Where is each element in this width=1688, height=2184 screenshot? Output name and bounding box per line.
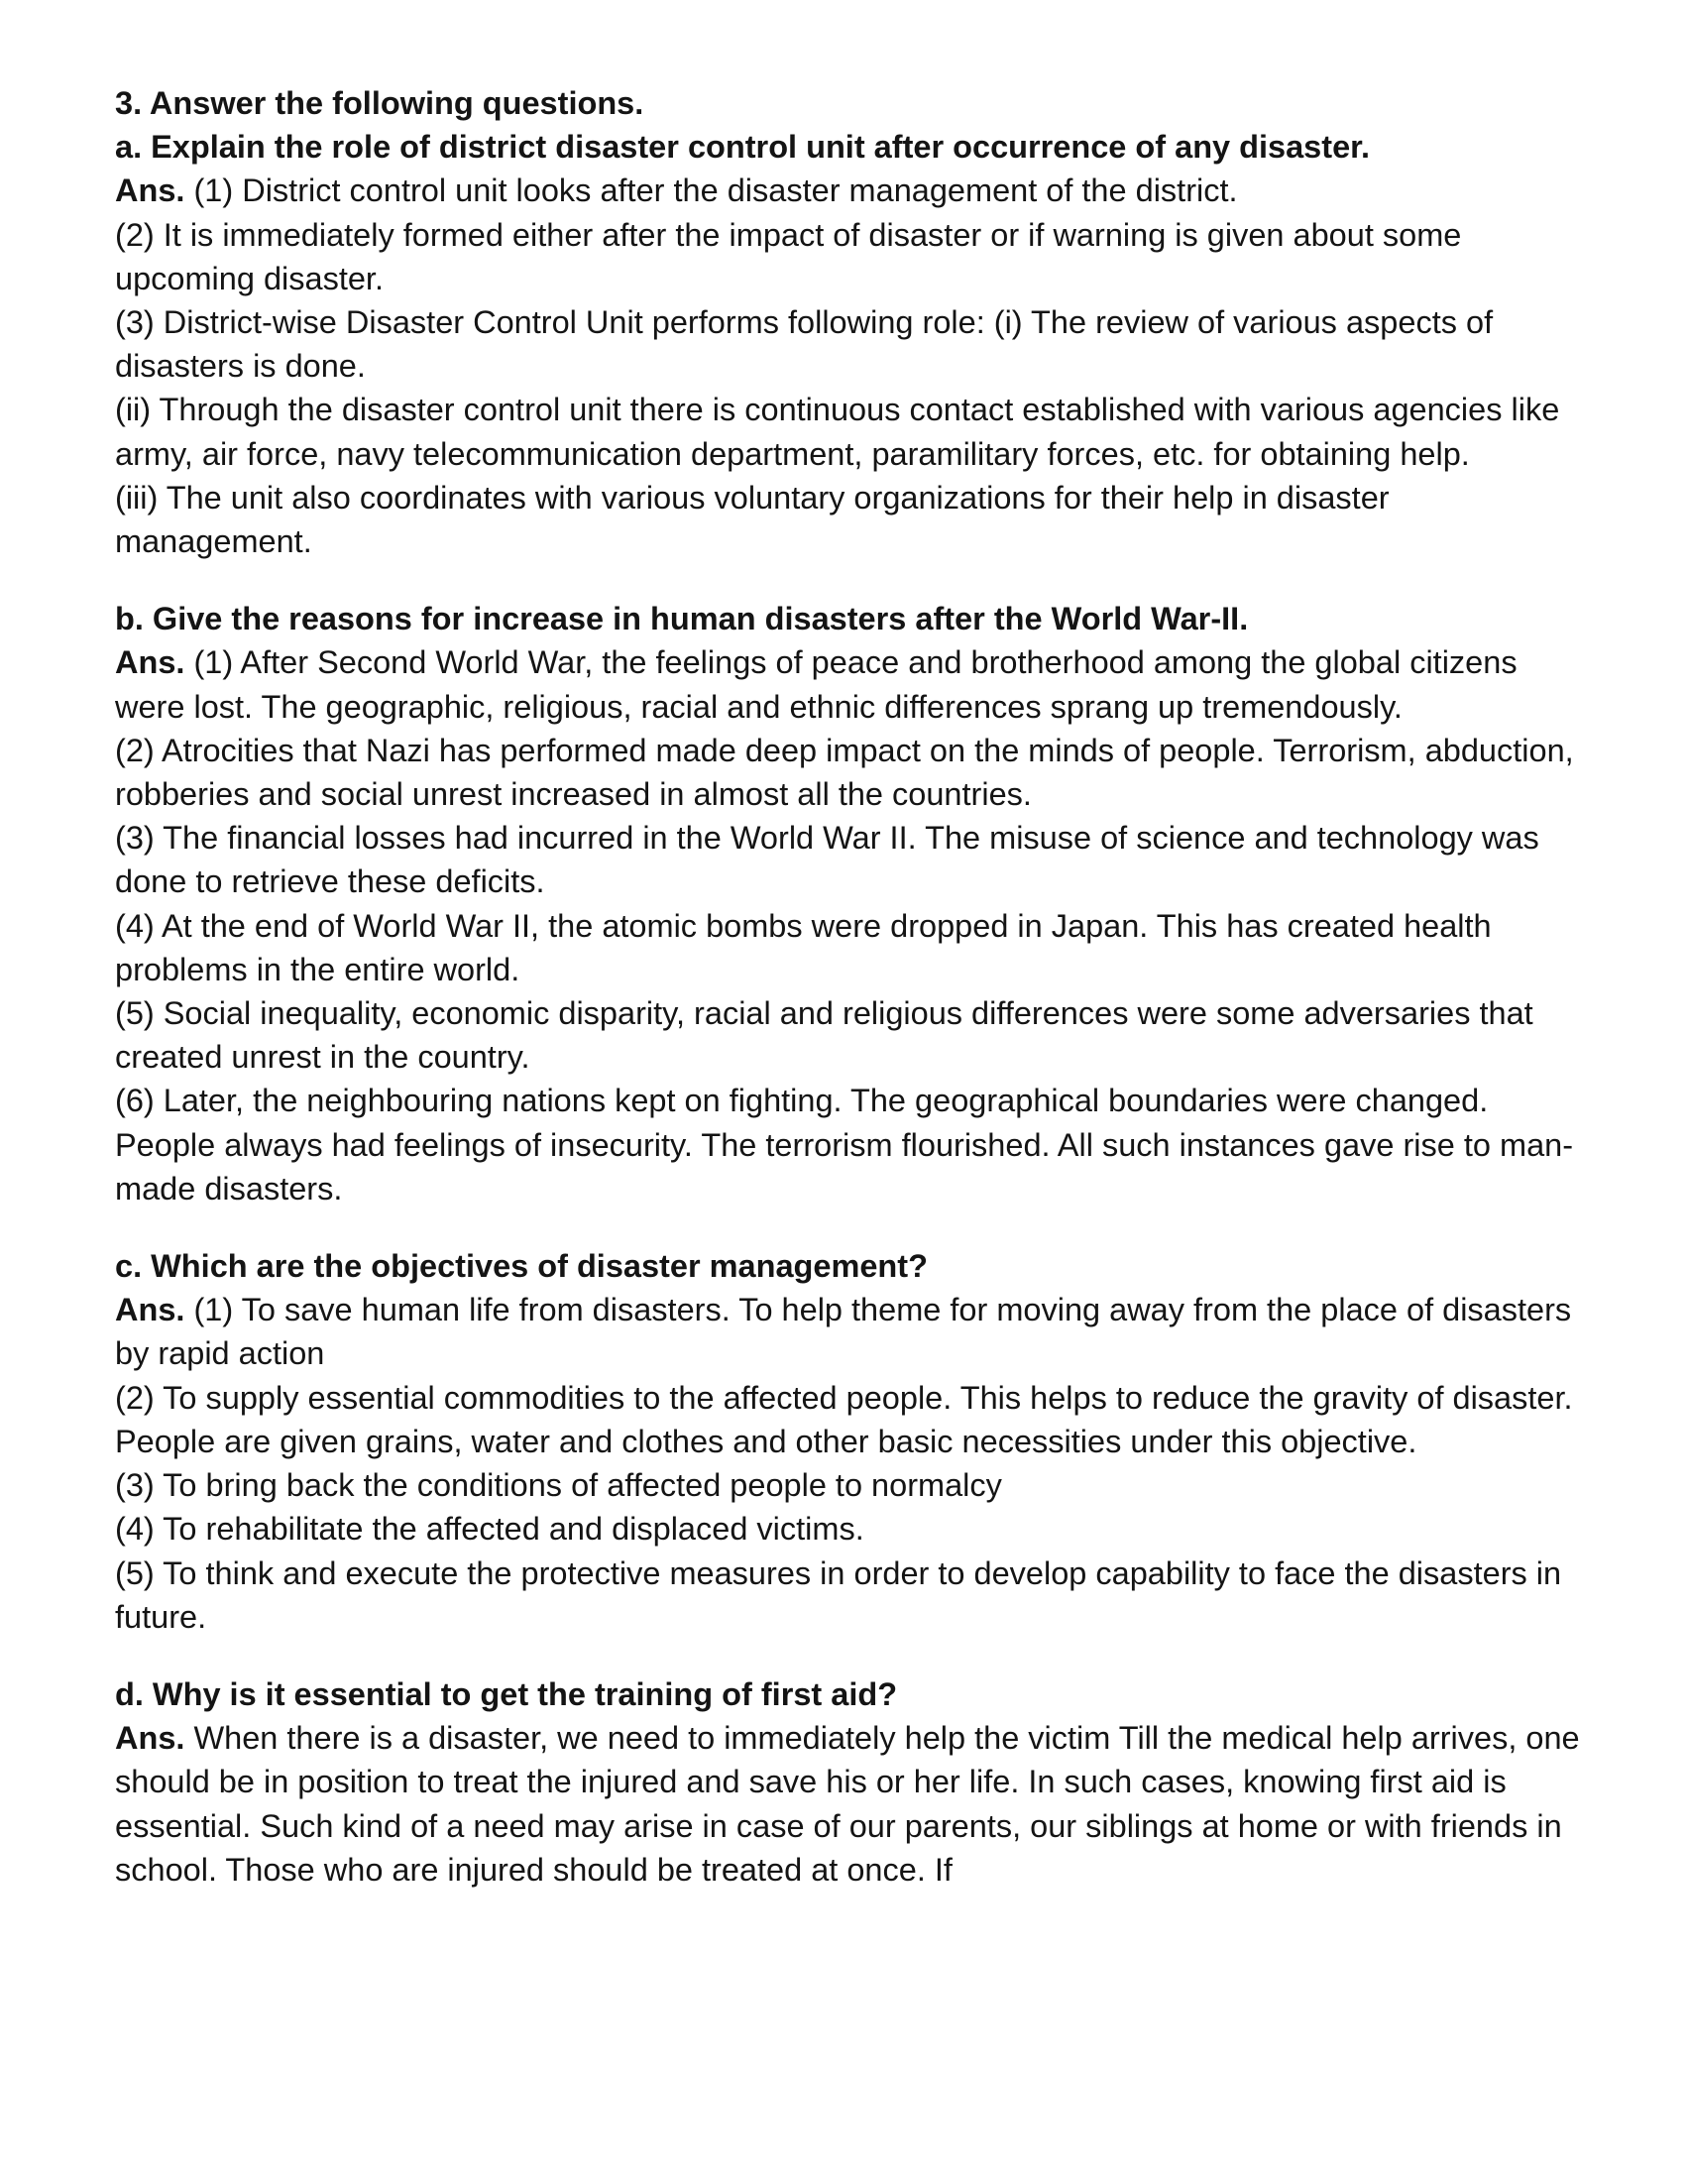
answer-paragraph: (iii) The unit also coordinates with various voluntary organizations for their help in disaster management. bbox=[115, 479, 1390, 560]
answer-label: Ans. bbox=[115, 1720, 185, 1757]
answer-text: (1) To save human life from disasters. To help theme for moving away from the place of disasters by rapid action bbox=[115, 1292, 1572, 1372]
answer-paragraph: (2) To supply essential commodities to the affected people. This helps to reduce the gravity of disaster. People are given grains, water and clothes and other basic necessities under this objective. bbox=[115, 1379, 1573, 1459]
question-text: c. Which are the objectives of disaster management? bbox=[115, 1248, 928, 1285]
answer-paragraph: (3) District-wise Disaster Control Unit performs following role: (i) The review of various aspects of disasters is done. bbox=[115, 304, 1494, 385]
question-text: a. Explain the role of district disaster control unit after occurrence of any disaster. bbox=[115, 129, 1371, 166]
answer-paragraph: (5) Social inequality, economic disparity, racial and religious differences were some adversaries that created unrest in the country. bbox=[115, 995, 1533, 1076]
answer-text: When there is a disaster, we need to immediately help the victim Till the medical help arrives, one should be in position to treat the injured and save his or her life. In such cases, knowing first aid is essential. Such kind of a need may arise in case of our parents, our siblings at home or with friends in school. Those who are injured should be treated at once. If bbox=[115, 1720, 1580, 1888]
document-page bbox=[115, 81, 1582, 1925]
answer-paragraph: (2) Atrocities that Nazi has performed made deep impact on the minds of people. Terrorism, abduction, robberies and social unrest increased in almost all the countries. bbox=[115, 732, 1574, 813]
answer-paragraph: (3) The financial losses had incurred in the World War II. The misuse of science and technology was done to retrieve these deficits. bbox=[115, 820, 1539, 900]
answer-label: Ans. bbox=[115, 1292, 185, 1328]
answer-paragraph: (ii) Through the disaster control unit there is continuous contact established with various agencies like army, air force, navy telecommunication department, paramilitary forces, etc. for obtaining help. bbox=[115, 392, 1560, 472]
question-text: d. Why is it essential to get the training of first aid? bbox=[115, 1675, 898, 1712]
answer-paragraph: (2) It is immediately formed either after the impact of disaster or if warning is given about some upcoming disaster. bbox=[115, 216, 1462, 296]
question-d bbox=[115, 1672, 1582, 1892]
question-c bbox=[115, 1244, 1582, 1639]
question-text: b. Give the reasons for increase in human disasters after the World War-II. bbox=[115, 601, 1249, 637]
answer-paragraph: (5) To think and execute the protective measures in order to develop capability to face the disasters in future. bbox=[115, 1554, 1562, 1635]
answer-label: Ans. bbox=[115, 172, 185, 209]
answer-paragraph: (3) To bring back the conditions of affected people to normalcy bbox=[115, 1467, 1002, 1504]
answer-paragraph bbox=[115, 1288, 1582, 1375]
question-b bbox=[115, 597, 1582, 1210]
answer-text: (1) After Second World War, the feelings of peace and brotherhood among the global citizens were lost. The geographic, religious, racial and ethnic differences sprang up tremendously. bbox=[115, 644, 1518, 725]
question-a bbox=[115, 125, 1582, 563]
answer-paragraph: (6) Later, the neighbouring nations kept on fighting. The geographical boundaries were changed. People always had feelings of insecurity. The terrorism flourished. All such instances gave rise to man-made disasters. bbox=[115, 1083, 1574, 1207]
exercise-heading: 3. Answer the following questions. bbox=[115, 85, 644, 121]
answer-paragraph: (4) At the end of World War II, the atomic bombs were dropped in Japan. This has created health problems in the entire world. bbox=[115, 907, 1492, 987]
answer-text: (1) District control unit looks after the disaster management of the district. bbox=[184, 172, 1238, 209]
answer-paragraph bbox=[115, 169, 1582, 212]
answer-paragraph bbox=[115, 1716, 1582, 1892]
answer-label: Ans. bbox=[115, 644, 185, 681]
answer-paragraph bbox=[115, 640, 1582, 728]
answer-paragraph: (4) To rehabilitate the affected and displaced victims. bbox=[115, 1511, 864, 1548]
